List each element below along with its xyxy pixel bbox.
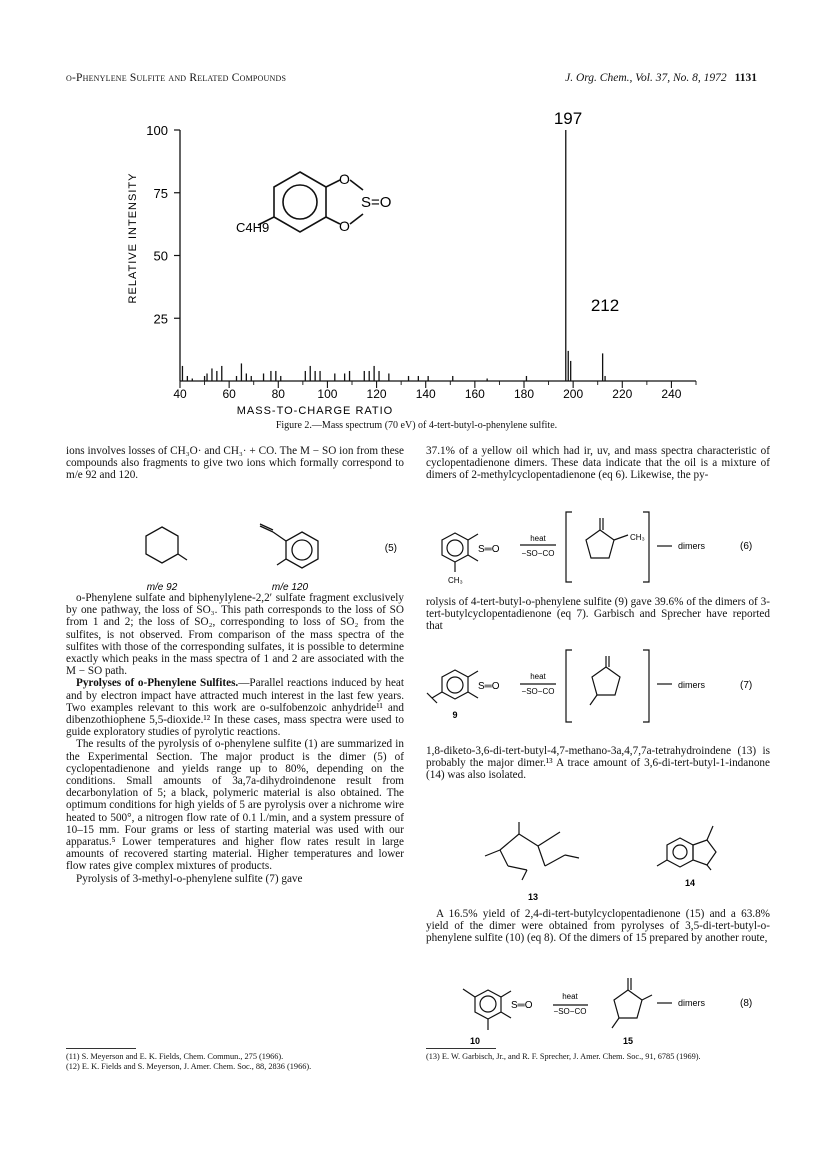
paragraph: The results of the pyrolysis of o-phenylene sulfite (1) are summarized in the Experimental Section. The major product is the dimer (5) of cyclopentadienone and yields range up to 80%, depending on the conditions. Small amounts of 3a,7a-dihydroindenone result from decarbonylation of 5; a black, polymeric material is also obtained. The optimum conditions for high yields of 5 are pyrolysis over a nichrome wire heated to 500°, a nitrogen flow rate of 0.1 l./min, and a system pressure of 10–15 mm. Four grams or less of starting material was used with our apparatus.⁵ Lower temperatures and higher flow rates result in large amounts of recovered starting material. Higher temperatures and lower flow rates give complex mixtures of products. [66, 738, 404, 873]
x-tick-label: 80 [271, 387, 285, 401]
left-column-top [66, 445, 404, 482]
footnote-11: (11) S. Meyerson and E. K. Fields, Chem. Commun., 275 (1966). [66, 1052, 284, 1061]
eq7-heat: heat [530, 672, 546, 681]
eq7-number: (7) [740, 680, 753, 691]
figure-caption: Figure 2.—Mass spectrum (70 eV) of 4-tert-butyl-o-phenylene sulfite. [275, 420, 558, 431]
eq6-dimers: dimers [678, 541, 706, 551]
x-tick-label: 200 [563, 387, 584, 401]
y-tick-label: 50 [153, 248, 168, 264]
section-heading: Pyrolyses of o-Phenylene Sulfites. [76, 677, 239, 690]
footnote-12: (12) E. K. Fields and S. Meyerson, J. Amer. Chem. Soc., 88, 2836 (1966). [66, 1061, 312, 1071]
compound-label-14: 14 [684, 878, 696, 888]
paragraph: o-Phenylene sulfate and biphenylylene-2,2′ sulfate fragment exclusively by one pathway, the loss of SO₃. This path corresponds to the loss of SO from 1 and 2; the loss of SO₂, corresponding to loss of SO₂ from the sulfites, is not observed. From comparison of the mass spectra of the sulfites with those of the corresponding sulfates, it is possible to determine exactly which peaks in the mass spectra of 1 and 2 are associated with the M − SO path. [66, 592, 404, 678]
paragraph: Pyrolysis of 3-methyl-o-phenylene sulfite (7) gave [76, 872, 303, 885]
left-column-body [66, 592, 404, 885]
paragraph: A 16.5% yield of 2,4-di-tert-butylcyclopentadienone (15) and a 63.8% yield of the dimer were obtained from pyrolyses of 3,5-di-tert-butyl-o-phenylene sulfite (10) (eq 8). Of the dimers of 15 prepared by another route, [426, 908, 770, 945]
compound-label-10: 10 [469, 1036, 481, 1046]
footnotes-right [426, 1052, 770, 1062]
peak-label-212: 212 [590, 296, 620, 315]
inset-so: S=O [361, 194, 392, 211]
mass-spectrum-chart [0, 0, 833, 430]
chart-bars [182, 130, 605, 381]
x-tick-label: 160 [464, 387, 485, 401]
eq8-dimers: dimers [678, 998, 706, 1008]
y-axis-label: RELATIVE INTENSITY [127, 172, 139, 304]
compound-label-15: 15 [622, 1036, 634, 1046]
eq5-label-a: m/e 92 [146, 582, 178, 593]
x-tick-label: 180 [513, 387, 535, 401]
eq5-number: (5) [384, 543, 397, 554]
y-tick-label: 25 [153, 311, 168, 327]
eq7-s: S═O [478, 681, 500, 692]
eq6-ch3-product: CH₃ [630, 533, 645, 542]
x-tick-label: 220 [612, 387, 633, 401]
eq6-number: (6) [740, 541, 753, 552]
footnote-13: (13) E. W. Garbisch, Jr., and R. F. Sprecher, J. Amer. Chem. Soc., 91, 6785 (1969). [426, 1052, 701, 1061]
paragraph: 1,8-diketo-3,6-di-tert-butyl-4,7-methano-3a,4,7,7a-tetrahydroindene (13) is probably the major dimer.¹³ A trace amount of 3,6-di-tert-butyl-1-indanone (14) was also isolated. [426, 745, 770, 782]
eq6-loss: −SO−CO [521, 549, 555, 558]
compound-label-9: 9 [452, 710, 458, 720]
x-tick-label: 40 [173, 387, 187, 401]
peak-label-197: 197 [553, 109, 583, 128]
footnotes-left [66, 1052, 406, 1071]
eq6-heat: heat [530, 534, 546, 543]
right-column-mid [426, 596, 770, 633]
inset-c4h9: C4H9 [236, 220, 270, 235]
inset-o1: O [339, 171, 350, 187]
y-tick-label: 100 [146, 123, 168, 138]
compound-label-13: 13 [527, 892, 539, 902]
eq5-label-b: m/e 120 [271, 582, 309, 593]
eq7-dimers: dimers [678, 680, 706, 690]
paragraph: ions involves losses of CH₃O· and CH₃· + CO. The M − SO ion from these compounds also fragments to give two ions which formally correspond to m/e 92 and 120. [66, 445, 404, 482]
paragraph: 37.1% of a yellow oil which had ir, uv, and mass spectra characteristic of cyclopentadienone dimers. These data indicate that the oil is a mixture of dimers of 2-methylcyclopentadienone (eq 6). Likewise, the py- [426, 445, 770, 482]
chart-axes [180, 130, 696, 381]
eq8-s: S═O [511, 1000, 533, 1011]
right-column-top [426, 445, 770, 482]
x-tick-label: 100 [317, 387, 338, 401]
eq6-ch3: CH₃ [448, 576, 463, 585]
right-column-r3 [426, 745, 770, 782]
x-tick-label: 140 [415, 387, 436, 401]
page-number: 1131 [734, 72, 757, 84]
paragraph: Pyrolyses of o-Phenylene Sulfites.—Parallel reactions induced by heat and by electron impact have attracted much interest in the last few years. Two examples relevant to this work are o-sulfobenzoic anhydride¹¹ and dibenzothiophene 5,5-dioxide.¹² In these cases, mass spectra were used to guide exploratory studies of pyrolytic reactions. [66, 677, 405, 739]
eq7-loss: −SO−CO [521, 687, 555, 696]
inset-o2: O [339, 218, 350, 234]
x-tick-label: 240 [661, 387, 682, 401]
eq8-loss: −SO−CO [553, 1007, 587, 1016]
journal-citation: J. Org. Chem., Vol. 37, No. 8, 1972 [565, 72, 727, 84]
y-tick-label: 75 [153, 185, 168, 201]
chart-ticks [146, 123, 696, 401]
x-tick-label: 120 [366, 387, 387, 401]
eq8-number: (8) [740, 998, 753, 1009]
eq8-heat: heat [562, 992, 578, 1001]
running-title: o-Phenylene Sulfite and Related Compounds [66, 72, 287, 84]
paragraph: rolysis of 4-tert-butyl-o-phenylene sulfite (9) gave 39.6% of the dimers of 3-tert-butylcyclopentadienone (eq 7). Garbisch and Sprecher have reported that [426, 596, 770, 633]
right-column-bottom [426, 908, 770, 945]
x-tick-label: 60 [222, 387, 236, 401]
eq6-s: S═O [478, 544, 500, 555]
x-axis-label: MASS-TO-CHARGE RATIO [236, 405, 394, 417]
